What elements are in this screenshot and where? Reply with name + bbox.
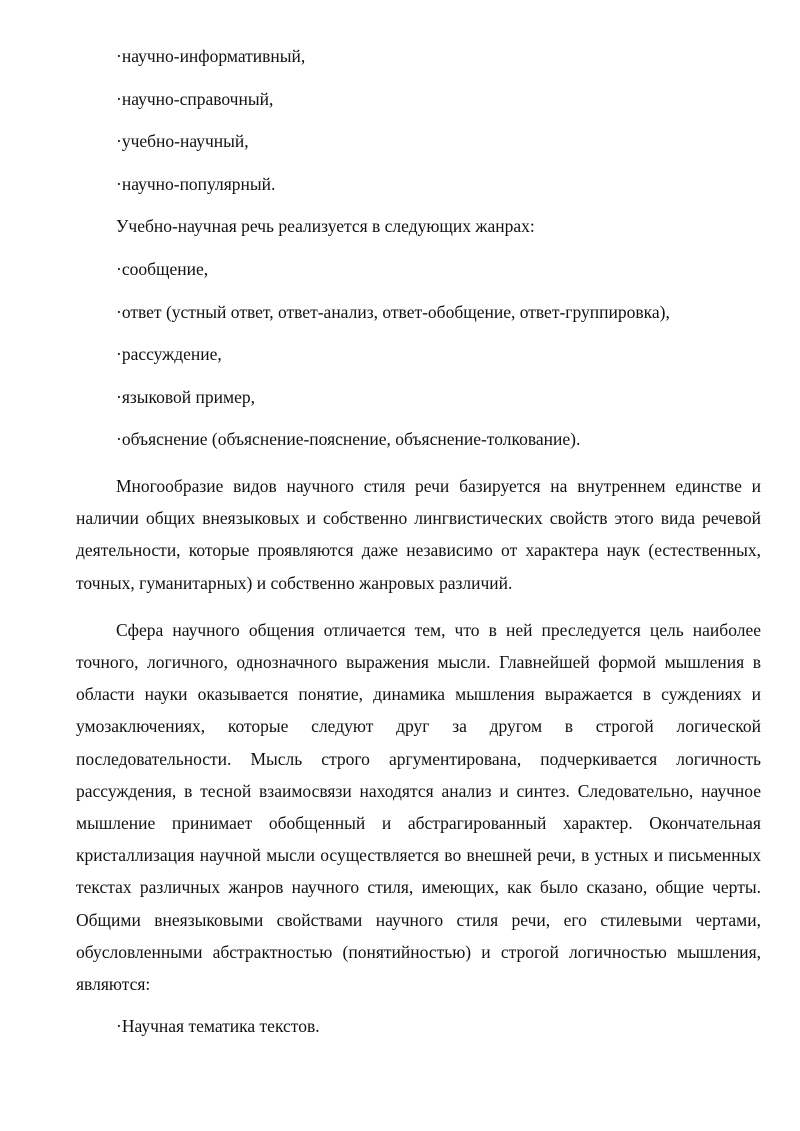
list-item-scientific-topics: ·Научная тематика текстов. (116, 1016, 320, 1037)
genres-intro: Учебно-научная речь реализуется в следующих жанрах: (116, 216, 535, 237)
paragraph-diversity: Многообразие видов научного стиля речи базируется на внутреннем единстве и наличии общих внеязыковых и собственно лингвистических свойств этого вида речевой деятельности, которые проявляются даже независимо от характера наук (естественных, точных, гуманитарных) и собственно жанровых различий. (76, 475, 761, 593)
list-item: ·научно-популярный. (116, 173, 276, 194)
list-item: ·объяснение (объяснение-пояснение, объяснение-толкование). (116, 429, 581, 450)
list-item: ·научно-справочный, (116, 88, 274, 109)
list-item: ·рассуждение, (116, 344, 222, 365)
document-body (76, 44, 761, 1057)
list-item: ·ответ (устный ответ, ответ-анализ, ответ-обобщение, ответ-группировка), (116, 301, 670, 322)
list-item: ·научно-информативный, (116, 46, 306, 66)
paragraph-scientific-communication: Сфера научного общения отличается тем, что в ней преследуется цель наиболее точного, логичного, однозначного выражения мысли. Главнейшей формой мышления в области науки оказывается понятие, динамика мышления выражается в суждениях и умозаключениях, которые следуют друг за другом в строгой логической последовательности. Мысль строго аргументирована, подчеркивается логичность рассуждения, в тесной взаимосвязи находятся анализ и синтез. Следовательно, научное мышление принимает обобщенный и абстрагированный характер. Окончательная кристаллизация научной мысли осуществляется во внешней речи, в устных и письменных текстах различных жанров научного стиля, имеющих, как было сказано, общие черты. Общими внеязыковыми свойствами научного стиля речи, его стилевыми чертами, обусловленными абстрактностью (понятийностью) и строгой логичностью мышления, являются: (76, 619, 761, 994)
list-item: ·языковой пример, (116, 386, 255, 407)
list-item: ·учебно-научный, (116, 131, 249, 152)
list-item: ·сообщение, (116, 258, 209, 279)
